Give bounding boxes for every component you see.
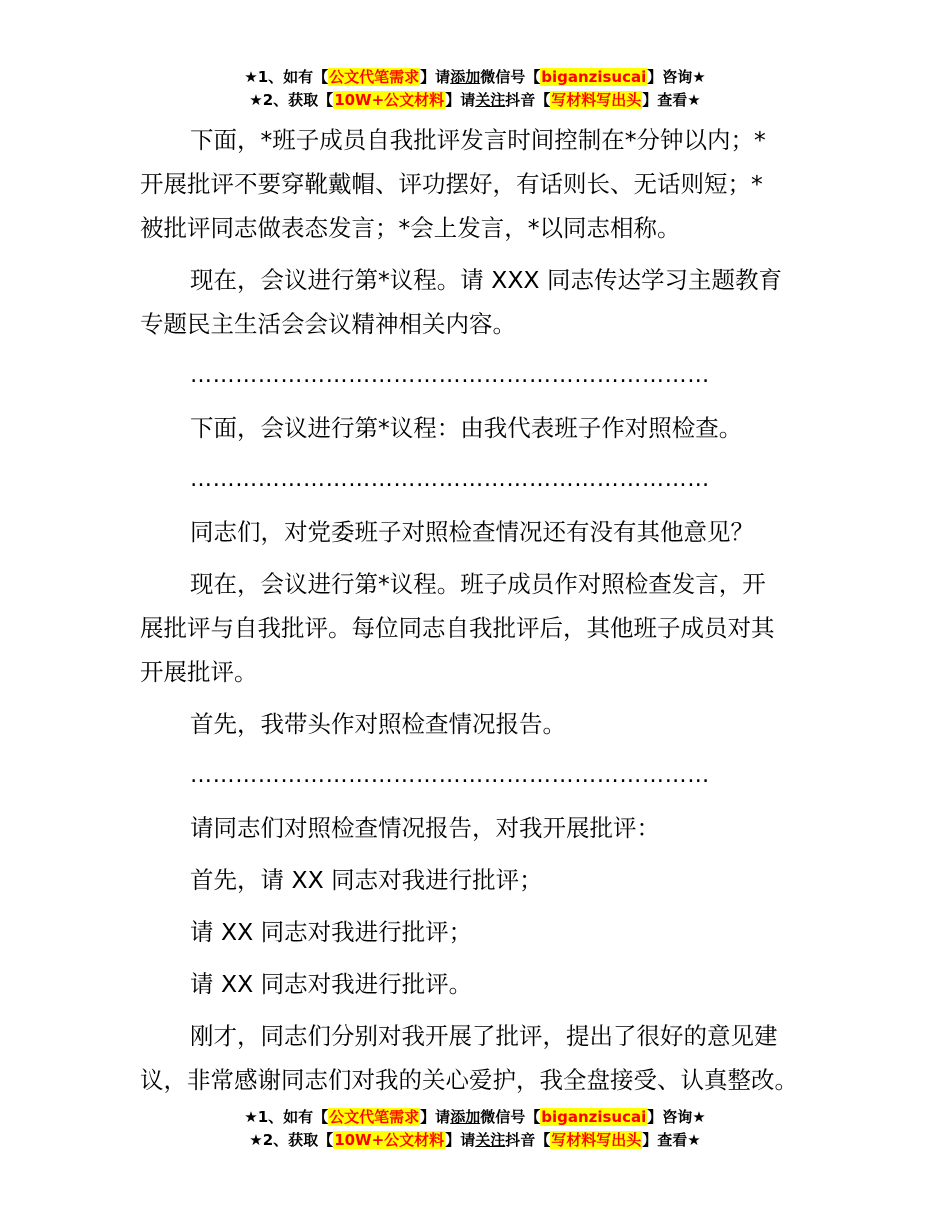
paragraph [140,258,820,346]
banner-text: 】查看★ [642,91,701,109]
paragraph: 请 XX 同志对我进行批评。 [190,970,473,998]
banner-line-2 [0,1129,950,1152]
banner-text: 】请 [445,1131,476,1149]
paragraph-line: 刚才，同志们分别对我开展了批评，提出了很好的意见建 [190,1022,778,1050]
paragraph-line: 专题民主生活会会议精神相关内容。 [140,310,516,338]
banner-text: ★1、如有【 [244,68,329,86]
banner-highlight: 写材料写出头 [551,1131,642,1149]
banner-text: 】请 [420,68,451,86]
paragraph [140,1014,820,1102]
paragraph-line: 开展批评。 [140,658,258,686]
paragraph-line: 被批评同志做表态发言；*会上发言，*以同志相称。 [140,214,681,242]
paragraph-line: 下面，*班子成员自我批评发言时间控制在*分钟以内；* [190,126,766,154]
paragraph-line: 现在，会议进行第*议程。请 XXX 同志传达学习主题教育 [190,266,782,294]
paragraph: 首先，我带头作对照检查情况报告。 [190,710,566,738]
banner-text: 】请 [420,1108,451,1126]
banner-text: ★2、获取【 [249,91,334,109]
footer-banner [0,1106,950,1152]
banner-underlined-text: 关注 [475,91,506,109]
ellipsis-separator: …………………………………………………………… [190,363,710,388]
ellipsis-separator: …………………………………………………………… [190,763,710,788]
banner-text: 】请 [445,91,476,109]
ellipsis-separator: …………………………………………………………… [190,467,710,492]
banner-underlined-text: 添加 [450,1108,481,1126]
banner-highlight: biganzisucai [541,1108,647,1126]
banner-line-1 [0,1106,950,1129]
banner-line-2 [0,89,950,112]
banner-text: 微信号【 [480,68,541,86]
banner-text: 】查看★ [642,1131,701,1149]
banner-text: 】咨询★ [647,68,706,86]
banner-text: 抖音【 [505,1131,551,1149]
paragraph [140,562,820,694]
banner-highlight: 公文代笔需求 [329,68,420,86]
paragraph: 同志们，对党委班子对照检查情况还有没有其他意见？ [190,518,754,546]
paragraph: 请 XX 同志对我进行批评； [190,918,473,946]
paragraph-line: 现在，会议进行第*议程。班子成员作对照检查发言，开 [190,570,766,598]
banner-highlight: 公文代笔需求 [329,1108,420,1126]
banner-highlight: 10W+公文材料 [334,1131,445,1149]
paragraph: 请同志们对照检查情况报告，对我开展批评： [190,814,660,842]
banner-text: 】咨询★ [647,1108,706,1126]
header-banner [0,66,950,112]
paragraph-line: 议，非常感谢同志们对我的关心爱护，我全盘接受、认真整改。 [140,1066,798,1094]
banner-text: 微信号【 [480,1108,541,1126]
banner-text: 抖音【 [505,91,551,109]
paragraph-line: 开展批评不要穿靴戴帽、评功摆好，有话则长、无话则短；* [140,170,763,198]
banner-highlight: 10W+公文材料 [334,91,445,109]
document-body [140,118,820,1110]
paragraph [140,118,820,250]
banner-text: ★2、获取【 [249,1131,334,1149]
banner-line-1 [0,66,950,89]
paragraph: 首先，请 XX 同志对我进行批评； [190,866,543,894]
banner-highlight: biganzisucai [541,68,647,86]
banner-text: ★1、如有【 [244,1108,329,1126]
banner-underlined-text: 添加 [450,68,481,86]
banner-highlight: 写材料写出头 [551,91,642,109]
banner-underlined-text: 关注 [475,1131,506,1149]
paragraph: 下面，会议进行第*议程：由我代表班子作对照检查。 [190,414,743,442]
paragraph-line: 展批评与自我批评。每位同志自我批评后，其他班子成员对其 [140,614,775,642]
